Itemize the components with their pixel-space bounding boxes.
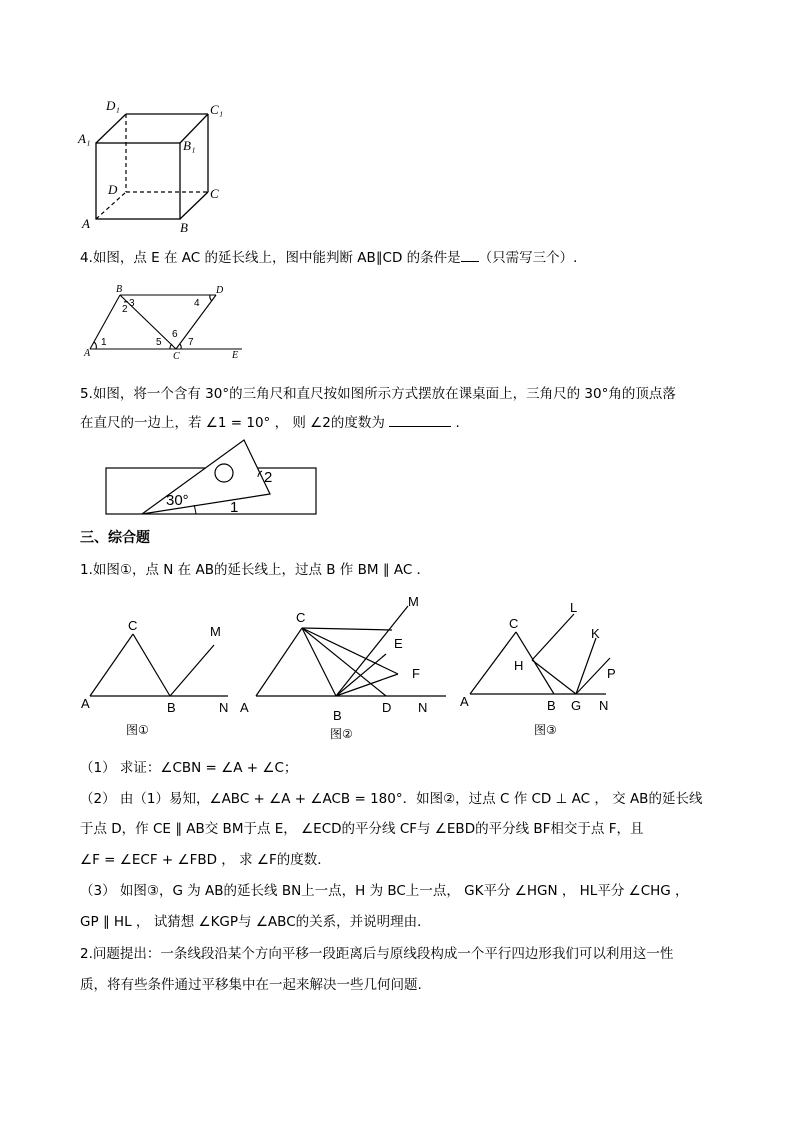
cube-label-a1: A₁ xyxy=(78,131,91,146)
f2-label-d: D xyxy=(382,700,392,715)
ruler-mark-2: 2 xyxy=(264,469,273,486)
f3-label-n: N xyxy=(599,698,609,713)
pf-angle-5: 5 xyxy=(156,337,162,348)
f2-label-e: E xyxy=(394,636,403,651)
f2-label-a: A xyxy=(240,700,249,715)
q4-text-b: （只需写三个）. xyxy=(478,250,578,266)
f3-label-p: P xyxy=(607,666,616,681)
f3-label-k: K xyxy=(591,626,600,641)
pf-label-d: D xyxy=(216,285,224,296)
f2-label-f: F xyxy=(412,666,420,681)
problem-1-part-2-line-2: 于点 D，作 CE ∥ AB交 BM于点 E， ∠ECD的平分线 CF与 ∠EBD的平分线 BF相交于点 F，且 xyxy=(80,821,644,837)
q5-line2-b: . xyxy=(455,415,460,431)
q4-answer-blank xyxy=(461,261,479,262)
problem-1-part-2-line-3: ∠F = ∠ECF + ∠FBD ， 求 ∠F的度数． xyxy=(80,852,331,868)
problem-2-line-2: 质，将有些条件通过平移集中在一起来解决一些几何问题. xyxy=(80,977,422,993)
problem-1-part-3-line-1: （3） 如图③，G 为 AB的延长线 BN上一点，H 为 BC上一点， GK平分 ∠HGN ， HL平分 ∠CHG ， xyxy=(80,883,689,899)
f1-caption: 图① xyxy=(126,723,149,737)
cube-label-c1: C₁ xyxy=(210,102,224,117)
cube-label-c: C xyxy=(210,186,219,201)
question-5-line-1: 5.如图，将一个含有 30°的三角尺和直尺按如图所示方式摆放在课桌面上，三角尺的 30°角的顶点落 xyxy=(80,386,676,402)
f1-label-a: A xyxy=(81,696,90,711)
f3-caption: 图③ xyxy=(534,723,557,737)
cube-label-b1: B₁ xyxy=(183,138,196,153)
f3-label-a: A xyxy=(460,694,469,709)
cube-label-b: B xyxy=(180,220,188,235)
ruler-angle-30: 30° xyxy=(166,492,189,509)
pf-angle-3: 3 xyxy=(129,298,135,309)
cube-label-d: D xyxy=(108,182,118,197)
q5-answer-blank xyxy=(389,426,451,427)
cube-figure xyxy=(76,98,226,238)
pf-label-c: C xyxy=(173,351,180,362)
pf-label-e: E xyxy=(232,350,239,361)
f1-label-n: N xyxy=(219,700,229,715)
pf-label-b: B xyxy=(116,284,123,295)
cube-label-a: A xyxy=(82,216,90,231)
question-5-line-2 xyxy=(80,413,460,433)
f1-label-c: C xyxy=(128,618,138,633)
f3-label-g: G xyxy=(571,698,582,713)
f3-label-h: H xyxy=(514,658,524,673)
pf-angle-4: 4 xyxy=(194,298,200,309)
pf-angle-6: 6 xyxy=(172,329,178,340)
ruler-mark-1: 1 xyxy=(230,499,239,516)
problem-1-part-2-line-1: （2） 由（1）易知，∠ABC + ∠A + ∠ACB = 180°．如图②，过点 C 作 CD ⊥ AC ， 交 AB的延长线 xyxy=(80,791,703,807)
problem-1-part-1: （1） 求证：∠CBN = ∠A + ∠C； xyxy=(80,760,298,776)
figure-1 xyxy=(78,590,248,740)
f1-label-m: M xyxy=(210,624,221,639)
q4-text-a: 4.如图，点 E 在 AC 的延长线上，图中能判断 AB∥CD 的条件是 xyxy=(80,250,461,266)
figure-2 xyxy=(236,590,452,742)
f2-label-n: N xyxy=(418,700,428,715)
figure-3 xyxy=(456,590,628,740)
pf-label-a: A xyxy=(84,348,91,359)
ruler-figure xyxy=(104,438,320,520)
section-3-heading: 三、综合题 xyxy=(80,530,150,546)
f3-label-b: B xyxy=(547,698,556,713)
parallel-figure xyxy=(84,282,244,362)
cube-label-d1: D₁ xyxy=(106,98,120,113)
pf-angle-2: 2 xyxy=(122,304,128,315)
f2-label-c: C xyxy=(296,610,306,625)
q5-line2-a: 在直尺的一边上，若 ∠1 = 10° ， 则 ∠2的度数为 xyxy=(80,415,385,431)
f2-label-m: M xyxy=(408,594,419,609)
problem-1-intro: 1.如图①，点 N 在 AB的延长线上，过点 B 作 BM ∥ AC ． xyxy=(80,562,431,578)
f2-label-b: B xyxy=(333,708,342,723)
question-4 xyxy=(80,248,577,268)
f3-label-c: C xyxy=(509,616,519,631)
problem-1-part-3-line-2: GP ∥ HL ， 试猜想 ∠KGP与 ∠ABC的关系，并说明理由． xyxy=(80,914,431,930)
pf-angle-1: 1 xyxy=(101,337,107,348)
pf-angle-7: 7 xyxy=(188,337,194,348)
f3-label-l: L xyxy=(570,600,578,615)
f2-caption: 图② xyxy=(330,727,353,741)
f1-label-b: B xyxy=(167,700,176,715)
problem-2-line-1: 2.问题提出：一条线段沿某个方向平移一段距离后与原线段构成一个平行四边形我们可以利用这一性 xyxy=(80,946,674,962)
